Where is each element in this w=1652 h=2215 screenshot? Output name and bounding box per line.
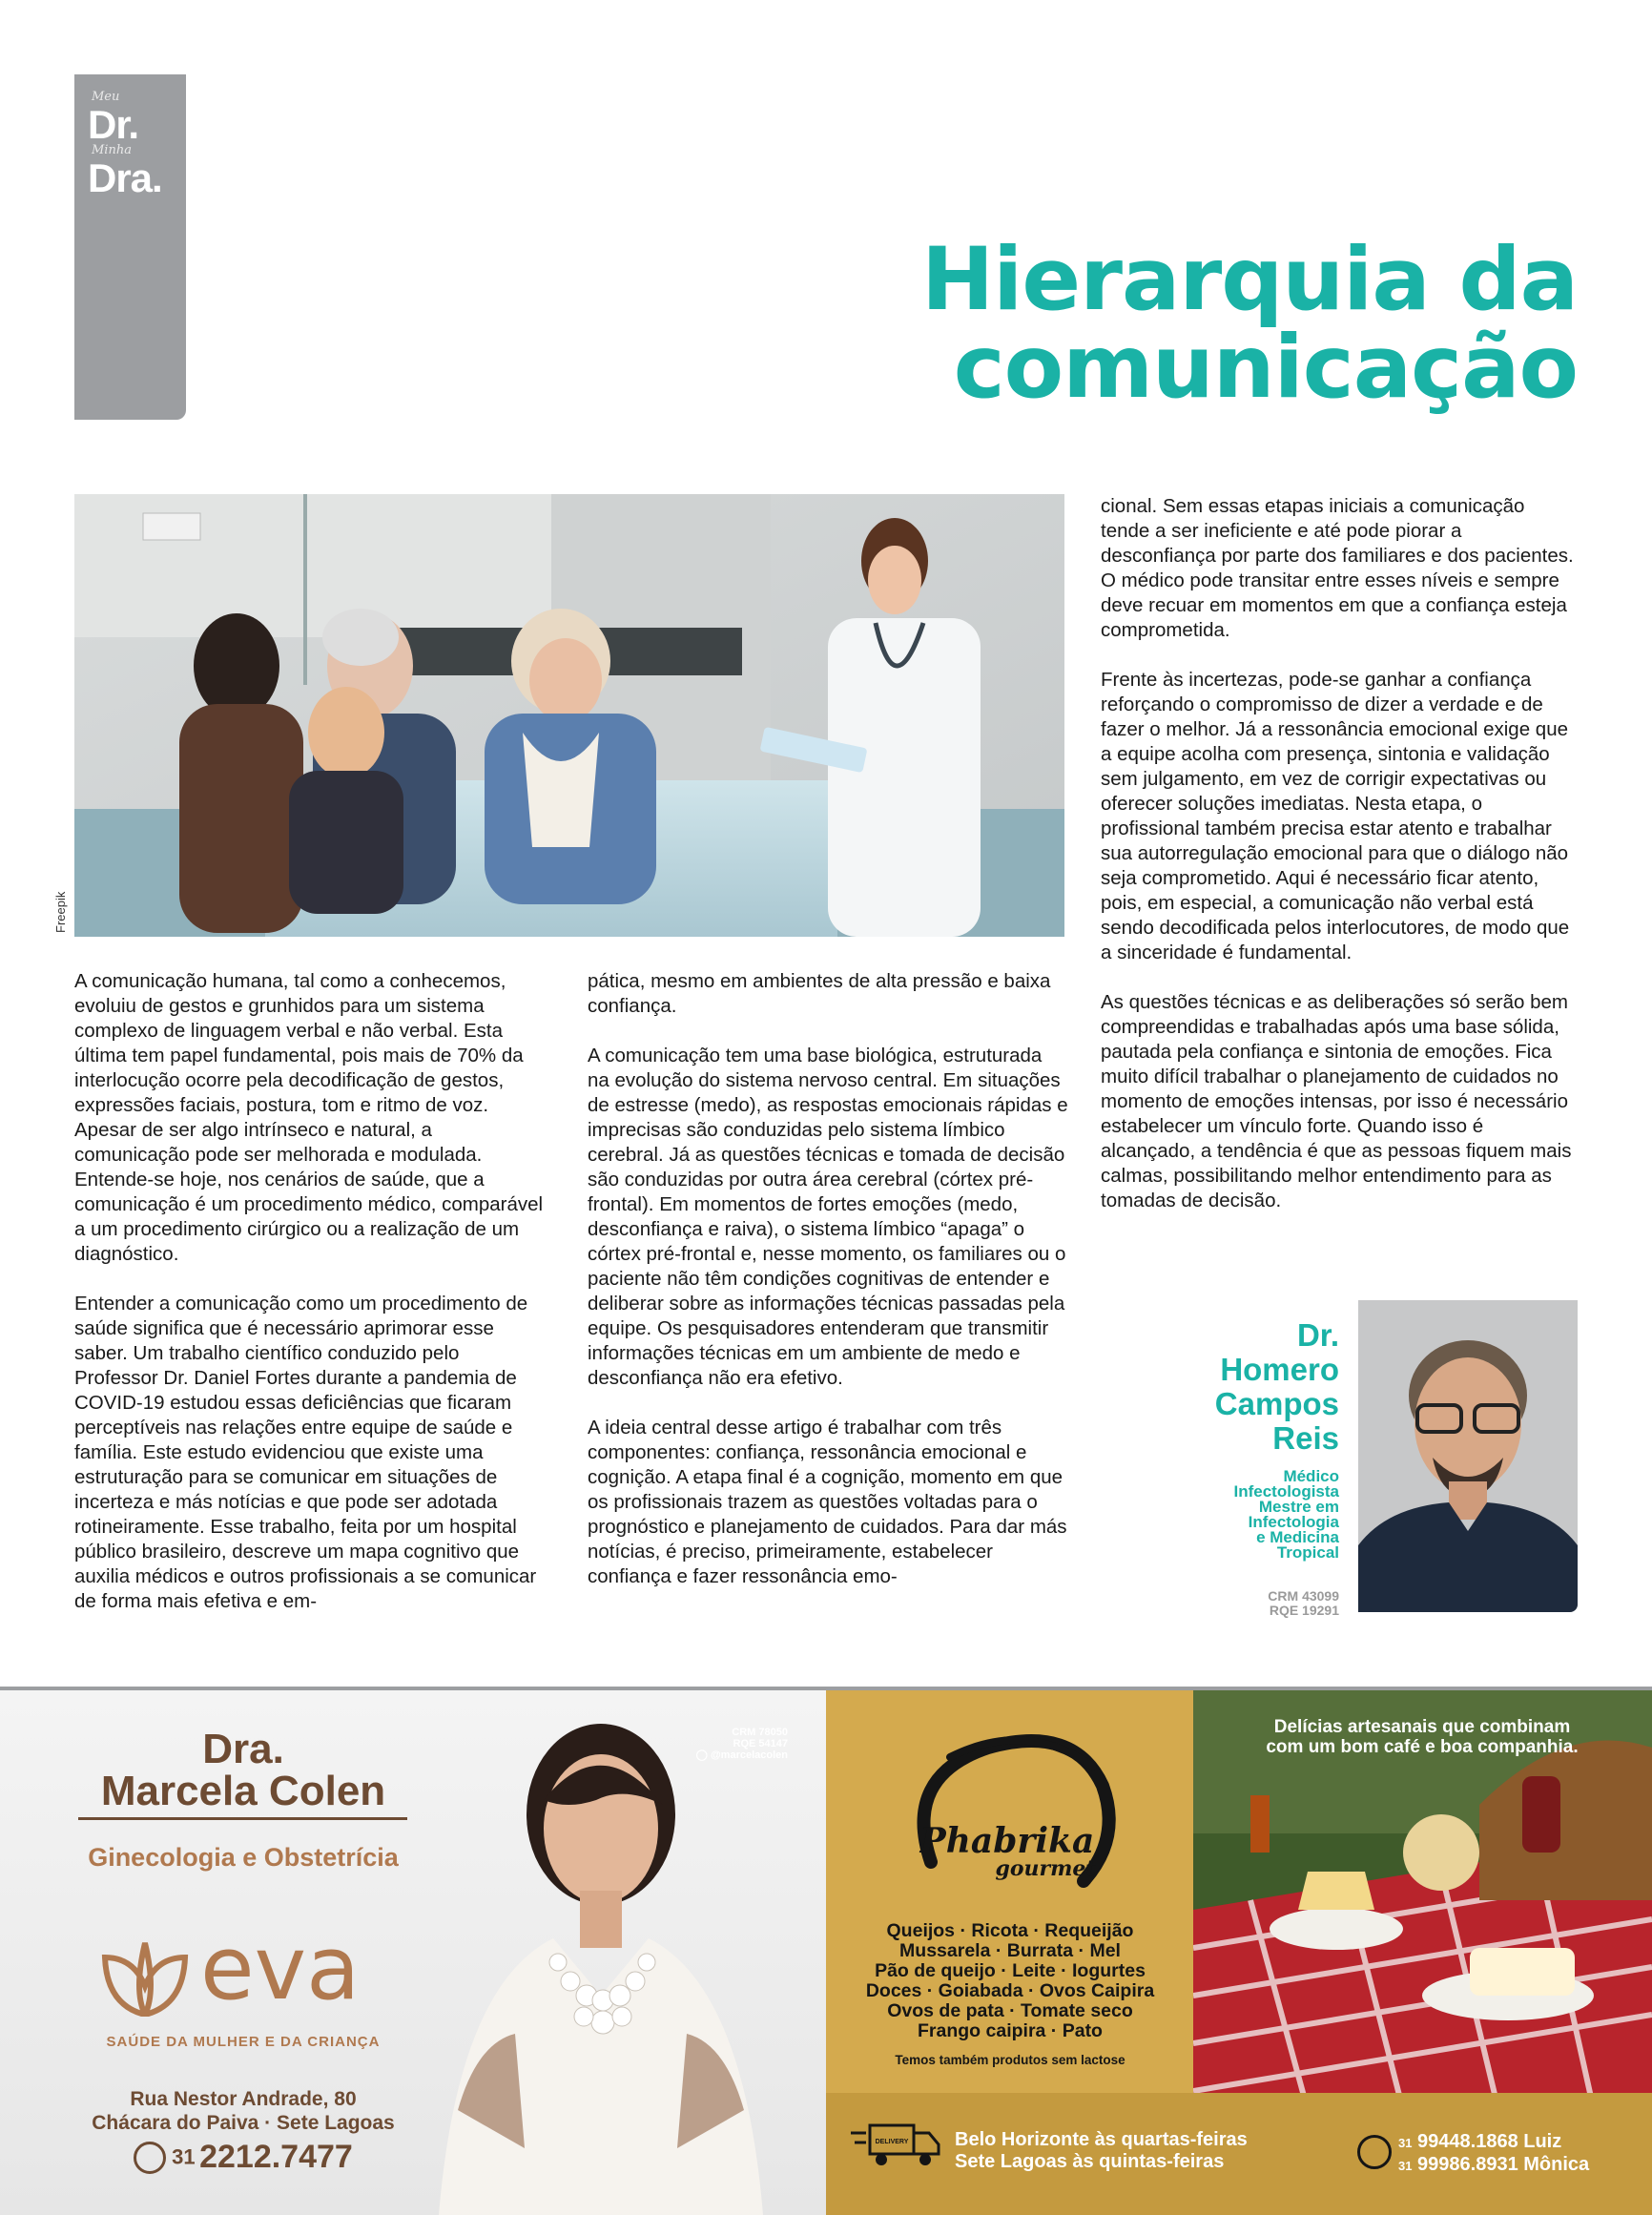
hospital-scene-illustration — [74, 494, 1064, 937]
paragraph: A comunicação humana, tal como a conhecemos, evoluiu de gestos e grunhidos para um sistema complexo de linguagem verbal e não verbal. Esta última tem papel fundamental, pois mais de 70% da interlocução ocorre pela decodificação de gestos, expressões faciais, postura, tom e ritmo de voz. Apesar de ser algo intrínseco e natural, a comunicação pode ser melhorada e modulada. Entende-se hoje, nos cenários de saúde, que a comunicação é um procedimento médico, comparável a um procedimento cirúrgico ou a realização de um diagnóstico. — [74, 970, 544, 1265]
photo-credit: Freepik — [53, 891, 68, 933]
paragraph: A ideia central desse artigo é trabalhar com três componentes: confiança, ressonância emocional e cognição. A etapa final é a cognição, momento em que os profissionais trazem as questões voltadas para o prognóstico e planejamento de cuidados. Para dar más notícias, é preciso, primeiramente, estabelecer confiança e fazer ressonância emo- — [588, 1417, 1067, 1587]
ad1-address — [0, 2087, 486, 2135]
ad2-phones[interactable] — [1398, 2131, 1589, 2177]
ad2-logo-line1: Phabrika — [919, 1821, 1095, 1861]
article-photo — [74, 494, 1064, 937]
eva-leaf-icon — [100, 1940, 191, 2017]
ad1-tagline: SAÚDE DA MULHER E DA CRIANÇA — [106, 2034, 381, 2050]
ad1-instagram-handle: @marcelacolen — [710, 1749, 788, 1761]
logo-dr: Dr. — [88, 102, 139, 147]
paragraph: Frente às incertezas, pode-se ganhar a confiança reforçando o compromisso de dizer a verdade e de fazer o melhor. Já a ressonância emocional exige que a equipe acolha com presença, sintonia e validação sem julgamento, em vez de corrigir expectativas ou oferecer soluções imediatas. Nesta etapa, o profissional também precisa estar atento e trabalhar sua autorregulação emocional para que o diálogo não seja comprometido. Aqui é necessário ficar atento, pois, em especial, a comunicação não verbal está sendo decodificada pelos interlocutores, de modo que a sinceridade é fundamental. — [1101, 669, 1570, 963]
article-column-1 — [74, 969, 544, 1639]
ad1-name-line1: Dra. — [202, 1726, 284, 1772]
ad1-brand: eva — [200, 1917, 361, 2019]
ad2-phone-ddd: 31 — [1398, 2136, 1413, 2150]
ad1-phone[interactable] — [0, 2139, 486, 2176]
author-role-line: Infectologia — [1248, 1513, 1339, 1531]
ad2-phone-2[interactable] — [1398, 2154, 1589, 2177]
ad2-headline — [1203, 1717, 1642, 1757]
article-column-3 — [1101, 494, 1578, 1238]
ad2-delivery-line1: Belo Horizonte às quartas-feiras — [955, 2129, 1248, 2150]
ad2-headline-line2: com um bom café e boa companhia. — [1266, 1737, 1579, 1757]
whatsapp-icon — [134, 2142, 166, 2174]
whatsapp-icon — [1357, 2135, 1392, 2169]
ad2-headline-line1: Delícias artesanais que combinam — [1273, 1717, 1571, 1737]
ad2-products — [826, 1921, 1194, 2041]
author-role-line: Infectologista — [1233, 1482, 1339, 1501]
logo-dra: Dra. — [88, 155, 162, 200]
phabrika-logo-swirl — [893, 1719, 1122, 1919]
ad2-logo — [893, 1821, 1122, 1881]
author-rqe: RQE 19291 — [1269, 1603, 1339, 1618]
ad2-product-line: Ovos de pata · Tomate seco — [887, 2000, 1133, 2021]
paragraph: As questões técnicas e as deliberações só serão bem compreendidas e trabalhadas após uma base sólida, pautada pela confiança e sintonia de emoções. Fica muito difícil trabalhar o planejamento de cuidados no momento de emoções intensas, por isso é necessário estabelecer um vínculo forte. Quando isso é alcançado, a tendência é que as pessoas fiquem mais calmas, possibilitando melhor entendimento para as tomadas de decisão. — [1101, 991, 1572, 1211]
author-role-line: Médico — [1283, 1467, 1339, 1485]
ad2-product-line: Queijos · Ricota · Requeijão — [886, 1920, 1134, 1941]
ad-phabrika-gourmet — [826, 1690, 1652, 2215]
ad2-lactose-note: Temos também produtos sem lactose — [895, 2053, 1125, 2067]
ad1-address-line1: Rua Nestor Andrade, 80 — [130, 2088, 357, 2110]
author-name-line: Homero — [1220, 1352, 1339, 1387]
ad1-phone-number: 2212.7477 — [199, 2139, 353, 2175]
ad2-delivery-line2: Sete Lagoas às quintas-feiras — [955, 2151, 1225, 2172]
logo-script-mid: Minha — [92, 143, 132, 157]
logo-script-top: Meu — [92, 90, 120, 104]
ad1-address-line2: Chácara do Paiva · Sete Lagoas — [92, 2112, 395, 2134]
author-name-line: Reis — [1272, 1420, 1339, 1456]
ad2-phone-ddd: 31 — [1398, 2159, 1413, 2173]
article-title — [921, 230, 1578, 418]
ad1-name-line2: Marcela Colen — [100, 1768, 386, 1814]
section-tab — [74, 74, 186, 420]
author-role — [1233, 1469, 1339, 1561]
title-line-1: Hierarquia da — [921, 230, 1578, 330]
title-line-2: comunicação — [953, 318, 1578, 418]
ad2-product-line: Doces · Goiabada · Ovos Caipira — [865, 1980, 1155, 2001]
ad2-delivery — [955, 2129, 1248, 2173]
paragraph: A comunicação tem uma base biológica, estruturada na evolução do sistema nervoso central. Em situações de estresse (medo), as respostas emocionais rápidas e imprecisas são conduzidas pelo sistema límbico cerebral. Já as questões técnicas e tomada de decisão são conduzidas por outra área cerebral (córtex pré-frontal). Em momentos de fortes emoções (medo, desconfiança e raiva), o sistema límbico “apaga” o córtex pré-frontal e, nesse momento, os familiares ou o paciente não têm condições cognitivas de entender e deliberar sobre as informações técnicas passadas pela equipe. Os pesquisadores entenderam que transmitir informações técnicas em um ambiente de medo e desconfiança não era efetivo. — [588, 1045, 1068, 1389]
ad1-crm: CRM 78050 — [732, 1727, 788, 1738]
article-column-2 — [588, 969, 1068, 1614]
ad1-name — [0, 1726, 486, 1814]
author-registration — [1268, 1589, 1339, 1618]
ad1-phone-prefix: 31 — [172, 2144, 196, 2169]
ad2-logo-line2: gourmet — [995, 1856, 1096, 1881]
ad1-rule — [78, 1817, 407, 1820]
ad1-rqe: RQE 54147 — [733, 1738, 788, 1749]
author-role-line: e Medicina — [1256, 1528, 1339, 1546]
ad2-phone-number: 99986.8931 Mônica — [1417, 2154, 1590, 2175]
paragraph: Entender a comunicação como um procedimento de saúde significa que é necessário aprimorar esse saber. Um trabalho científico conduzido pelo Professor Dr. Daniel Fortes durante a pandemia de COVID-19 estudou essas deficiências que ficaram perceptíveis nas relações entre equipe de saúde e família. Este estudo evidenciou que existe uma estruturação para se comunicar em situações de incerteza e más notícias e que pode ser adotada rotineiramente. Esse trabalho, feita por um hospital público brasileiro, descreve um mapa cognitivo que auxilia médicos e outros profissionais a se comunicar de forma mais efetiva e em- — [74, 1293, 537, 1612]
author-portrait — [1358, 1300, 1578, 1612]
ad-marcela-colen — [0, 1690, 826, 2215]
author-portrait-illustration — [1358, 1300, 1578, 1612]
delivery-truck-icon — [851, 2118, 942, 2171]
author-name — [1215, 1318, 1339, 1456]
delivery-label: DELIVERY — [875, 2139, 909, 2145]
paragraph: pática, mesmo em ambientes de alta pressão e baixa confiança. — [588, 970, 1051, 1017]
ad2-phone-number: 99448.1868 Luiz — [1417, 2131, 1562, 2152]
author-role-line: Mestre em — [1258, 1498, 1339, 1516]
ad2-product-line: Pão de queijo · Leite · Iogurtes — [875, 1960, 1146, 1981]
ad2-product-line: Frango caipira · Pato — [918, 2020, 1103, 2041]
paragraph: cional. Sem essas etapas iniciais a comunicação tende a ser ineficiente e até pode piorar a desconfiança por parte dos familiares e dos pacientes. O médico pode transitar entre esses níveis e sempre deve recuar em momentos em que a confiança esteja comprometida. — [1101, 495, 1574, 641]
author-name-line: Dr. — [1296, 1317, 1339, 1353]
author-role-line: Tropical — [1276, 1543, 1339, 1562]
ad1-specialty: Ginecologia e Obstetrícia — [88, 1843, 399, 1872]
author-name-line: Campos — [1214, 1386, 1339, 1421]
ad2-product-line: Mussarela · Burrata · Mel — [899, 1940, 1121, 1961]
ad1-instagram: ◯ @marcelacolen — [695, 1749, 788, 1761]
ad2-phone-1[interactable] — [1398, 2131, 1589, 2154]
ad1-registration — [668, 1727, 788, 1761]
author-crm: CRM 43099 — [1268, 1588, 1339, 1604]
